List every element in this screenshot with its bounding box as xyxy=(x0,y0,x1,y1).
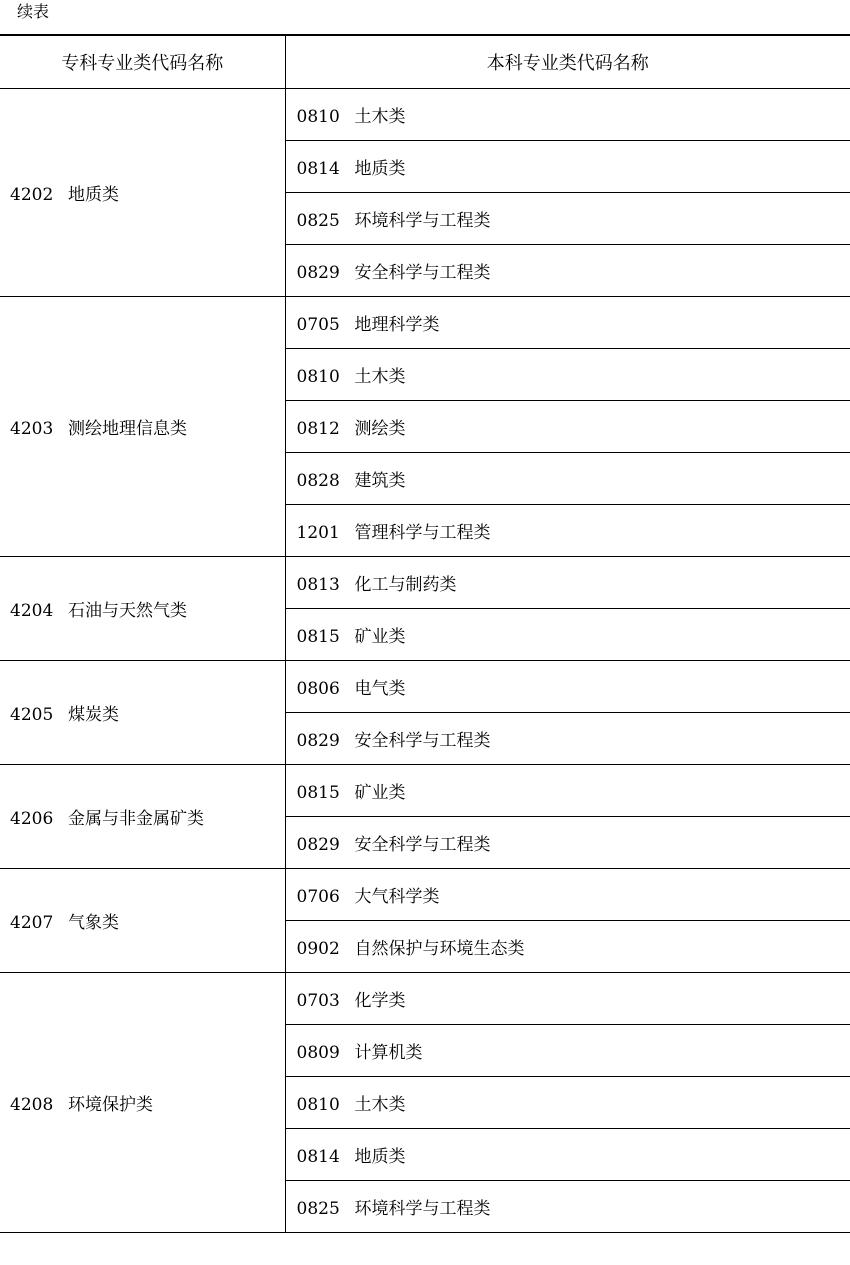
table-row xyxy=(0,557,850,609)
bachelor-code: 0815 xyxy=(296,627,340,647)
table-row xyxy=(0,869,850,921)
specialty-cell xyxy=(0,89,285,297)
bachelor-code: 0829 xyxy=(296,263,340,283)
bachelor-code: 0828 xyxy=(296,471,340,491)
specialty-code: 4205 xyxy=(10,705,54,725)
bachelor-name: 安全科学与工程类 xyxy=(354,835,491,855)
bachelor-code: 0825 xyxy=(296,211,340,231)
table-body xyxy=(0,89,850,1233)
bachelor-code: 0829 xyxy=(296,731,340,751)
bachelor-code: 0825 xyxy=(296,1199,340,1219)
bachelor-code: 0810 xyxy=(296,367,340,387)
specialty-code: 4208 xyxy=(10,1095,54,1115)
table-row xyxy=(0,297,850,349)
table-header-row xyxy=(0,35,850,89)
table-row xyxy=(0,89,850,141)
bachelor-name: 矿业类 xyxy=(354,627,406,647)
bachelor-code: 0706 xyxy=(296,887,340,907)
bachelor-code: 0829 xyxy=(296,835,340,855)
specialty-code: 4203 xyxy=(10,419,54,439)
bachelor-cell xyxy=(285,141,850,193)
specialty-name: 测绘地理信息类 xyxy=(68,419,187,439)
bachelor-cell xyxy=(285,453,850,505)
bachelor-cell xyxy=(285,245,850,297)
bachelor-name: 化工与制药类 xyxy=(354,575,457,595)
bachelor-code: 0806 xyxy=(296,679,340,699)
bachelor-code: 0815 xyxy=(296,783,340,803)
specialty-cell xyxy=(0,765,285,869)
specialty-cell xyxy=(0,661,285,765)
bachelor-code: 0705 xyxy=(296,315,340,335)
bachelor-name: 地质类 xyxy=(354,1147,406,1167)
bachelor-cell xyxy=(285,505,850,557)
bachelor-code: 0814 xyxy=(296,1147,340,1167)
bachelor-cell xyxy=(285,661,850,713)
bachelor-cell xyxy=(285,89,850,141)
bachelor-code: 0812 xyxy=(296,419,340,439)
bachelor-name: 自然保护与环境生态类 xyxy=(354,939,525,959)
specialty-cell xyxy=(0,557,285,661)
specialty-name: 石油与天然气类 xyxy=(68,601,187,621)
bachelor-cell xyxy=(285,609,850,661)
bachelor-cell xyxy=(285,869,850,921)
bachelor-cell xyxy=(285,401,850,453)
bachelor-name: 安全科学与工程类 xyxy=(354,263,491,283)
table-caption: 续表 xyxy=(17,2,50,21)
bachelor-cell xyxy=(285,1181,850,1233)
table-row xyxy=(0,661,850,713)
bachelor-name: 化学类 xyxy=(354,991,406,1011)
bachelor-code: 0902 xyxy=(296,939,340,959)
table-row xyxy=(0,765,850,817)
bachelor-name: 地质类 xyxy=(354,159,406,179)
bachelor-cell xyxy=(285,349,850,401)
specialty-name: 煤炭类 xyxy=(68,705,119,725)
specialty-name: 地质类 xyxy=(68,185,119,205)
bachelor-code: 0813 xyxy=(296,575,340,595)
bachelor-name: 安全科学与工程类 xyxy=(354,731,491,751)
bachelor-cell xyxy=(285,921,850,973)
header-bachelor: 本科专业类代码名称 xyxy=(285,35,850,89)
bachelor-cell xyxy=(285,817,850,869)
bachelor-name: 环境科学与工程类 xyxy=(354,1199,491,1219)
bachelor-name: 测绘类 xyxy=(354,419,406,439)
bachelor-cell xyxy=(285,973,850,1025)
bachelor-name: 地理科学类 xyxy=(354,315,440,335)
specialty-cell xyxy=(0,973,285,1233)
bachelor-name: 管理科学与工程类 xyxy=(354,523,491,543)
bachelor-code: 1201 xyxy=(296,523,340,543)
bachelor-code: 0703 xyxy=(296,991,340,1011)
specialty-name: 环境保护类 xyxy=(68,1095,153,1115)
bachelor-cell xyxy=(285,297,850,349)
bachelor-code: 0810 xyxy=(296,1095,340,1115)
bachelor-cell xyxy=(285,1025,850,1077)
bachelor-code: 0814 xyxy=(296,159,340,179)
specialty-name: 金属与非金属矿类 xyxy=(68,809,204,829)
bachelor-name: 土木类 xyxy=(354,107,406,127)
specialty-cell xyxy=(0,297,285,557)
bachelor-name: 土木类 xyxy=(354,367,406,387)
bachelor-cell xyxy=(285,193,850,245)
table-row xyxy=(0,973,850,1025)
specialty-code: 4204 xyxy=(10,601,54,621)
bachelor-name: 大气科学类 xyxy=(354,887,440,907)
major-mapping-table xyxy=(0,34,850,1233)
bachelor-name: 土木类 xyxy=(354,1095,406,1115)
bachelor-cell xyxy=(285,1077,850,1129)
bachelor-name: 电气类 xyxy=(354,679,406,699)
specialty-code: 4207 xyxy=(10,913,54,933)
bachelor-name: 环境科学与工程类 xyxy=(354,211,491,231)
bachelor-cell xyxy=(285,1129,850,1181)
bachelor-name: 计算机类 xyxy=(354,1043,423,1063)
specialty-code: 4202 xyxy=(10,185,54,205)
bachelor-cell xyxy=(285,765,850,817)
bachelor-code: 0810 xyxy=(296,107,340,127)
bachelor-name: 建筑类 xyxy=(354,471,406,491)
specialty-name: 气象类 xyxy=(68,913,119,933)
bachelor-cell xyxy=(285,557,850,609)
bachelor-name: 矿业类 xyxy=(354,783,406,803)
header-specialty: 专科专业类代码名称 xyxy=(0,35,285,89)
specialty-cell xyxy=(0,869,285,973)
specialty-code: 4206 xyxy=(10,809,54,829)
bachelor-cell xyxy=(285,713,850,765)
bachelor-code: 0809 xyxy=(296,1043,340,1063)
